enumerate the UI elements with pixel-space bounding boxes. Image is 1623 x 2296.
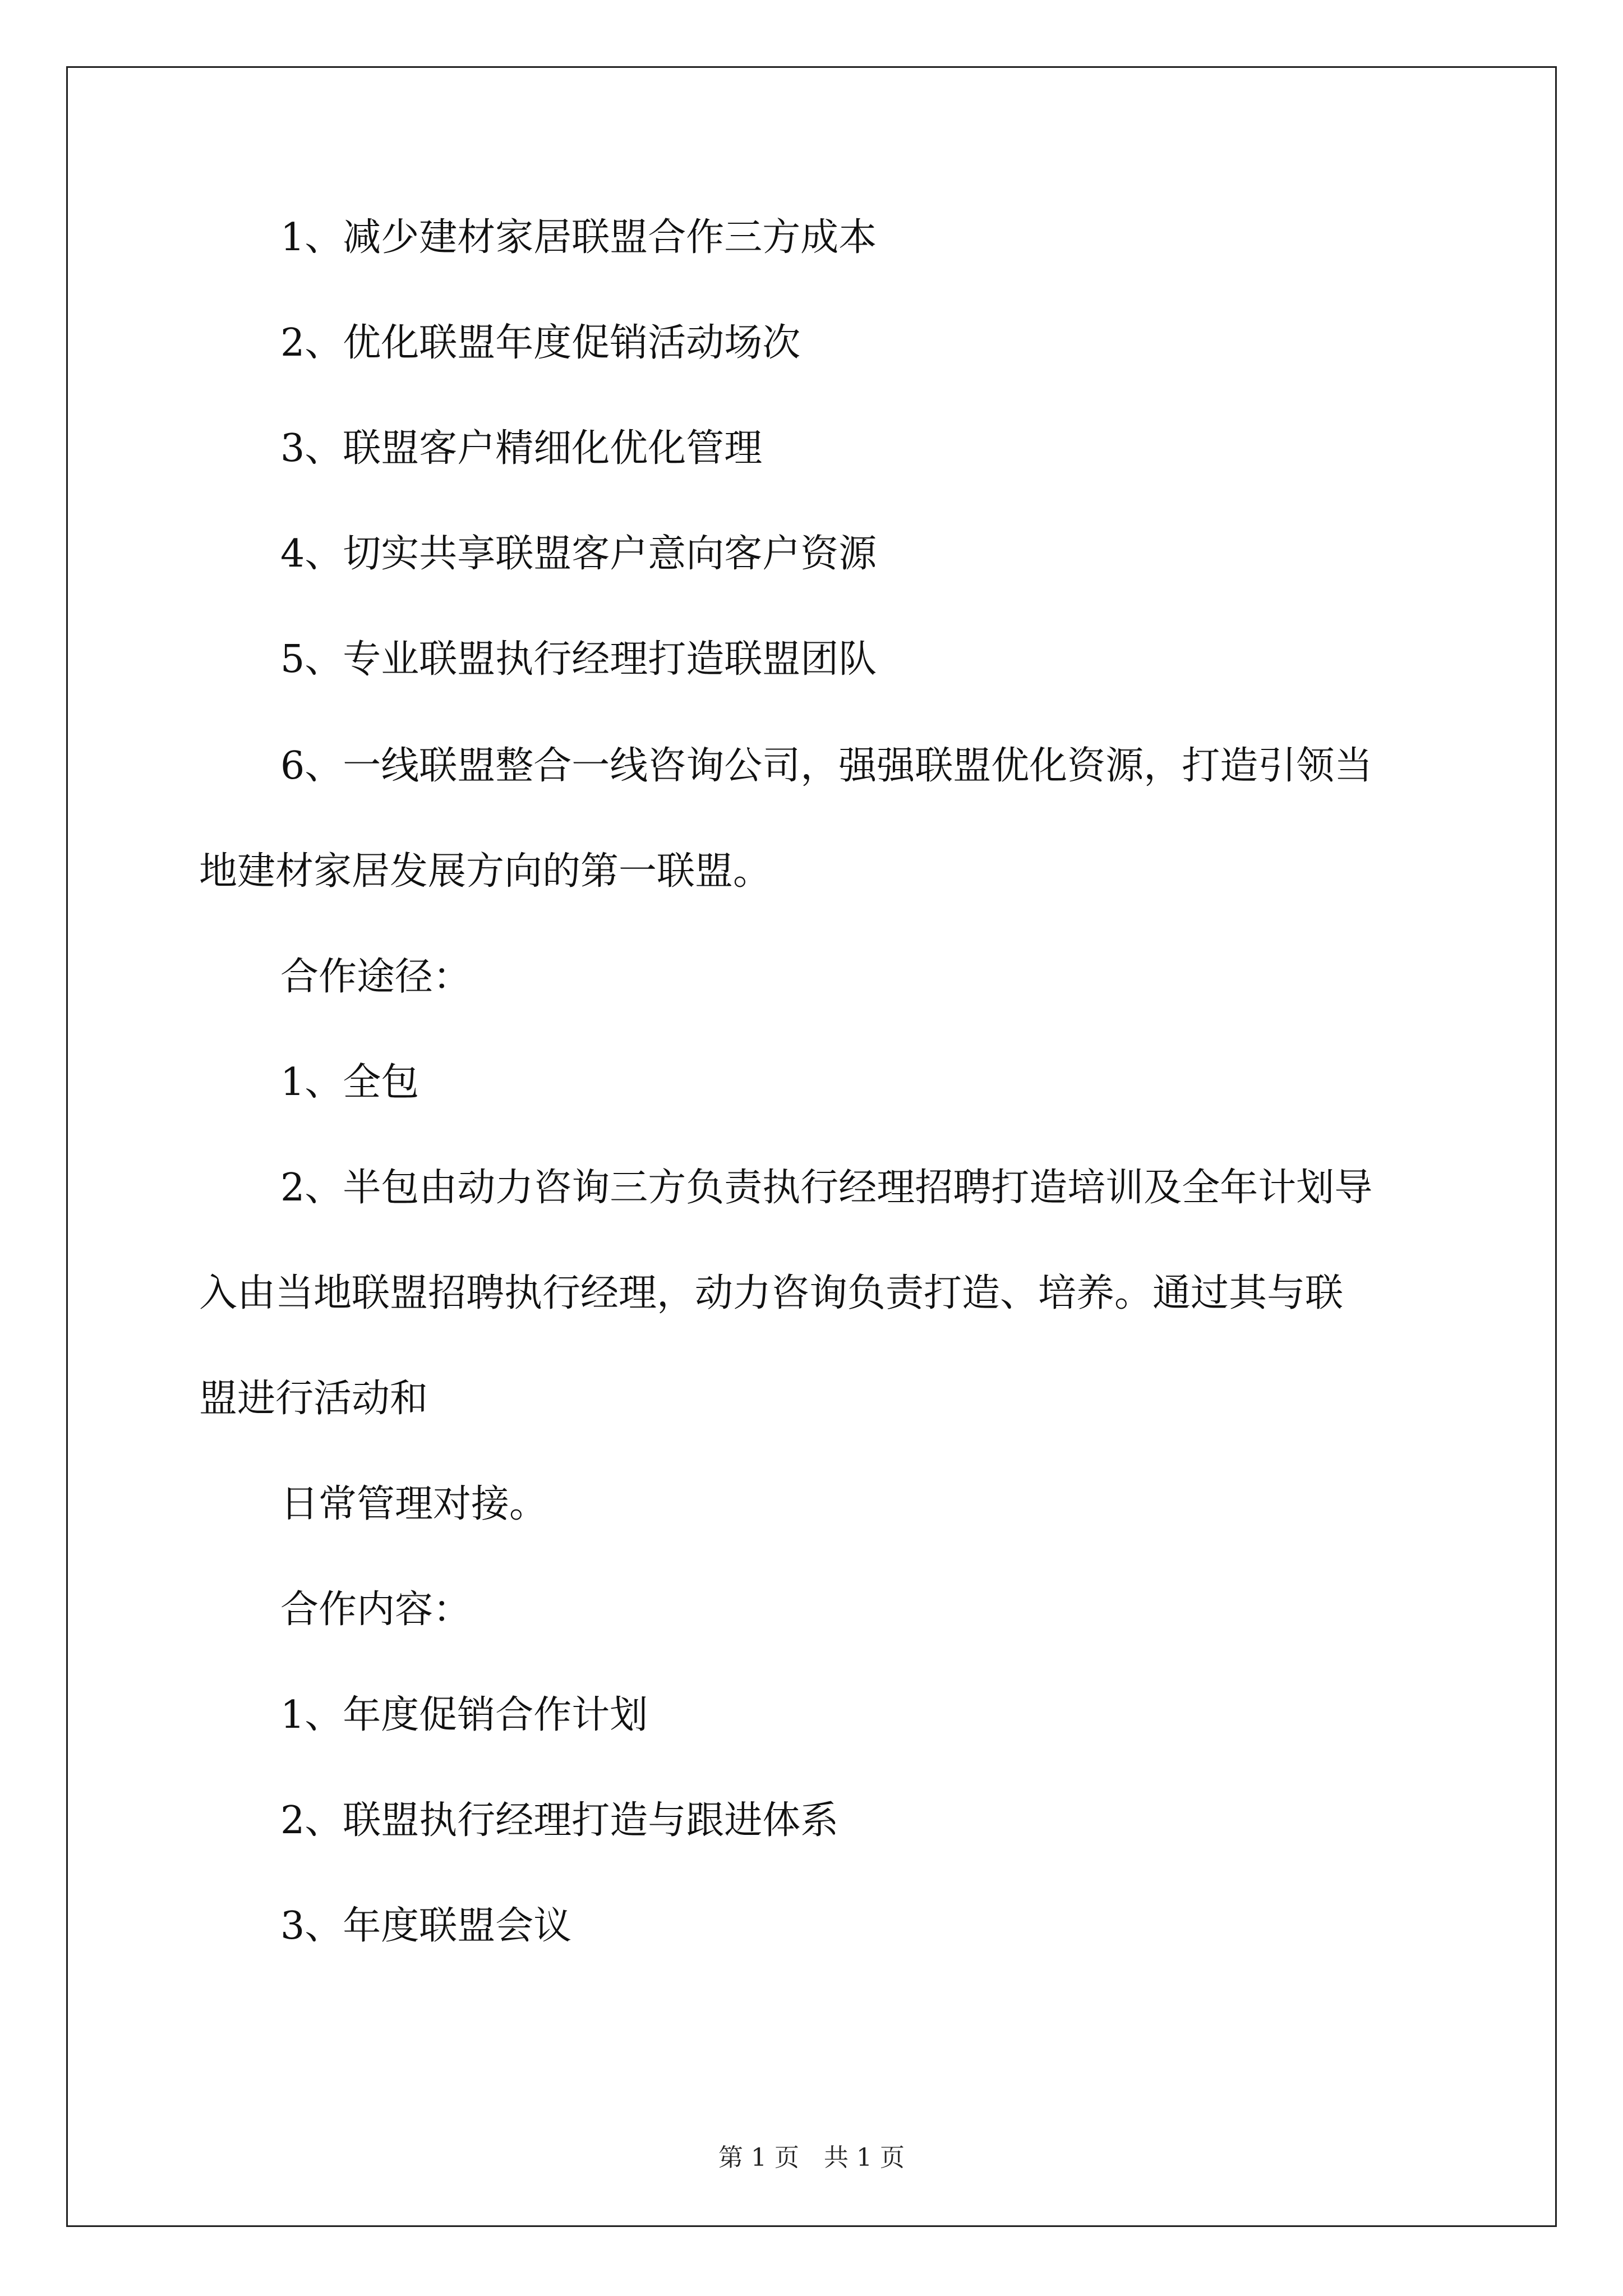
paragraph: 6、一线联盟整合一线咨询公司，强强联盟优化资源，打造引领当 (280, 744, 1373, 788)
paragraph-continuation: 地建材家居发展方向的第一联盟。 (199, 849, 772, 894)
paragraph: 5、专业联盟执行经理打造联盟团队 (280, 637, 877, 682)
section-heading: 合作内容： (280, 1588, 472, 1632)
page-footer: 第 1 页 共 1 页 (718, 2143, 905, 2172)
paragraph-continuation: 入由当地联盟招聘执行经理，动力咨询负责打造、培养。通过其与联 (199, 1271, 1344, 1315)
page-border (66, 66, 1557, 2227)
paragraph: 3、联盟客户精细化优化管理 (280, 426, 763, 471)
paragraph: 3、年度联盟会议 (280, 1904, 572, 1948)
paragraph-continuation: 盟进行活动和 (199, 1377, 428, 1421)
paragraph: 4、切实共享联盟客户意向客户资源 (280, 532, 877, 576)
paragraph: 2、半包由动力咨询三方负责执行经理招聘打造培训及全年计划导 (280, 1166, 1373, 1210)
section-heading: 合作途径： (280, 955, 472, 999)
paragraph: 1、全包 (280, 1060, 419, 1105)
paragraph: 1、年度促销合作计划 (280, 1693, 648, 1737)
paragraph: 日常管理对接。 (280, 1482, 548, 1526)
paragraph: 2、优化联盟年度促销活动场次 (280, 321, 801, 365)
paragraph: 1、减少建材家居联盟合作三方成本 (280, 215, 877, 260)
paragraph: 2、联盟执行经理打造与跟进体系 (280, 1798, 839, 1843)
